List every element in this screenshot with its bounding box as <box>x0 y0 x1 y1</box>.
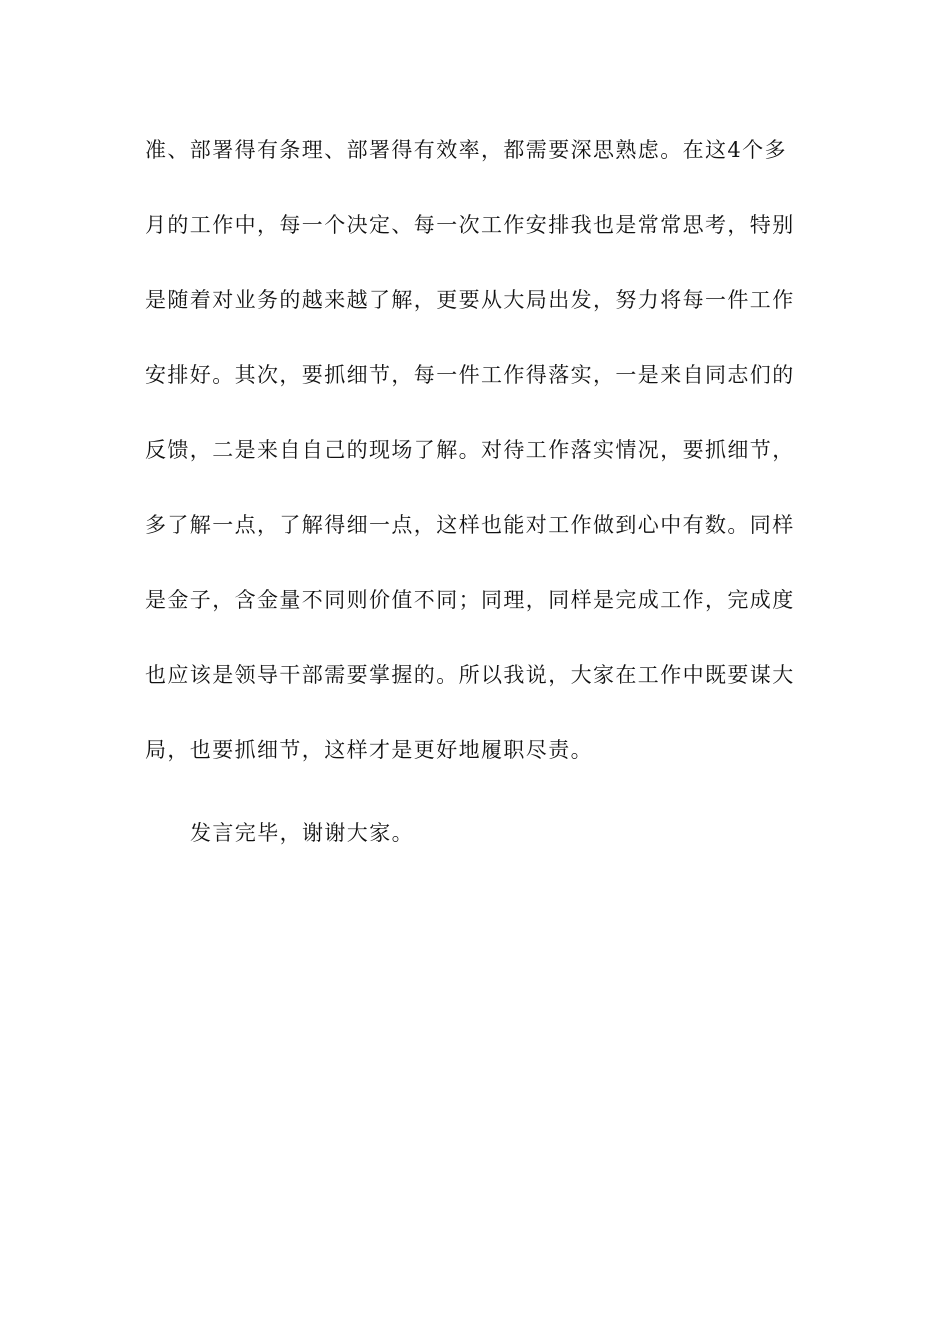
paragraph-line-8: 也应该是领导干部需要掌握的。所以我说，大家在工作中既要谋大 <box>145 663 795 687</box>
paragraph-line-3: 是随着对业务的越来越了解，更要从大局出发，努力将每一件工作 <box>145 288 795 312</box>
paragraph-line-1: 准、部署得有条理、部署得有效率，都需要深思熟虑。在这4个多 <box>145 138 787 162</box>
paragraph-line-5: 反馈，二是来自自己的现场了解。对待工作落实情况，要抓细节， <box>145 438 795 462</box>
paragraph-line-2: 月的工作中，每一个决定、每一次工作安排我也是常常思考，特别 <box>145 213 795 237</box>
paragraph-line-9: 局，也要抓细节，这样才是更好地履职尽责。 <box>145 738 593 762</box>
closing-remark: 发言完毕，谢谢大家。 <box>190 821 414 845</box>
paragraph-line-6: 多了解一点，了解得细一点，这样也能对工作做到心中有数。同样 <box>145 513 795 537</box>
paragraph-line-4: 安排好。其次，要抓细节，每一件工作得落实，一是来自同志们的 <box>145 363 795 387</box>
paragraph-line-7: 是金子，含金量不同则价值不同；同理，同样是完成工作，完成度 <box>145 588 795 612</box>
